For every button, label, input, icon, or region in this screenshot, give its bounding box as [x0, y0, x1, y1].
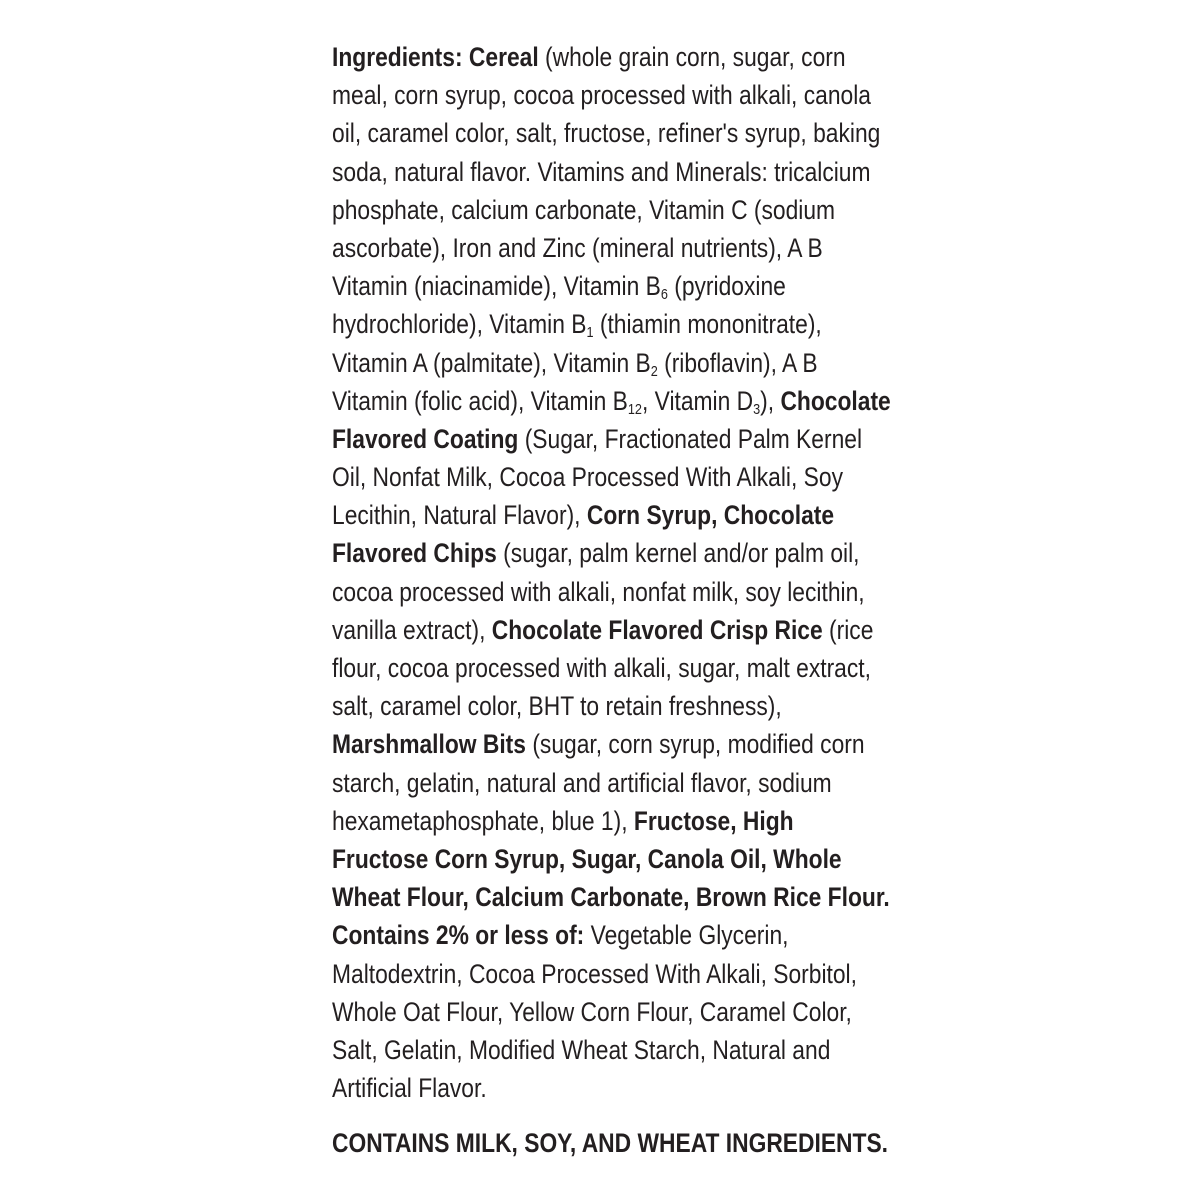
ingredient-text: Vitamin A (palmitate), Vitamin B [332, 347, 651, 378]
subscript-text: 2 [650, 362, 658, 380]
ingredients-line [332, 229, 823, 267]
ingredient-text: Lecithin, Natural Flavor), [332, 500, 587, 531]
ingredients-line [332, 1069, 788, 1107]
ingredients-line [332, 687, 788, 725]
ingredient-text: (riboflavin), A B [657, 347, 818, 378]
ingredients-line [332, 878, 890, 916]
ingredient-text: (sugar, corn syrup, modified corn [525, 729, 865, 760]
ingredient-text: hydrochloride), Vitamin B [332, 309, 587, 340]
bold-ingredient-text: Chocolate Flavored Crisp Rice [491, 614, 823, 645]
ingredient-text: Vitamin (niacinamide), Vitamin B [332, 271, 661, 302]
ingredient-text: phosphate, calcium carbonate, Vitamin C (sodium [332, 194, 836, 225]
ingredients-line [332, 573, 865, 611]
ingredient-text: Whole Oat Flour, Yellow Corn Flour, Caramel Color, [332, 996, 852, 1027]
ingredient-text: Vegetable Glycerin, [584, 920, 789, 951]
bold-ingredient-text: Wheat Flour, Calcium Carbonate, Brown Rice Flour. [332, 882, 890, 913]
ingredients-line [332, 458, 843, 496]
ingredient-text: vanilla extract), [332, 614, 492, 645]
ingredient-text: oil, caramel color, salt, fructose, refiner's syrup, baking [332, 118, 881, 149]
ingredients-line [332, 76, 871, 114]
ingredients-line [332, 305, 822, 343]
ingredient-text: Artificial Flavor. [332, 1073, 487, 1104]
bold-ingredient-text: Corn Syrup, Chocolate [586, 500, 835, 531]
ingredient-text: ascorbate), Iron and Zinc (mineral nutrients), A B [332, 232, 823, 263]
ingredient-text: soda, natural flavor. Vitamins and Minerals: tricalcium [332, 156, 871, 187]
ingredients-line [332, 764, 832, 802]
ingredient-text: Vitamin (folic acid), Vitamin B [332, 385, 628, 416]
ingredients-line [332, 993, 852, 1031]
ingredient-text: flour, cocoa processed with alkali, sugar, malt extract, [332, 653, 871, 683]
ingredient-text: salt, caramel color, BHT to retain freshness), [332, 691, 782, 722]
ingredients-line [332, 955, 857, 993]
ingredient-text: meal, corn syrup, cocoa processed with alkali, canola [332, 80, 871, 111]
bold-ingredient-text: Flavored Chips [332, 538, 497, 569]
ingredients-line [332, 1031, 831, 1069]
ingredient-text: (thiamin mononitrate), [593, 309, 822, 340]
ingredients-line [332, 725, 865, 763]
ingredients-line [332, 420, 863, 458]
subscript-text: 1 [586, 324, 594, 342]
ingredients-line [332, 267, 788, 305]
ingredients-line [332, 153, 871, 191]
ingredient-text: starch, gelatin, natural and artificial flavor, sodium [332, 767, 832, 798]
ingredients-paragraph [332, 38, 891, 1107]
ingredients-line [332, 534, 860, 572]
allergen-statement: CONTAINS MILK, SOY, AND WHEAT INGREDIENTS. [332, 1128, 889, 1159]
ingredients-line [332, 802, 794, 840]
ingredients-line [332, 382, 891, 420]
ingredient-text: cocoa processed with alkali, nonfat milk, soy lecithin, [332, 576, 865, 607]
ingredients-line [332, 114, 881, 152]
subscript-text: 12 [627, 400, 642, 418]
ingredients-line [332, 611, 874, 649]
bold-ingredient-text: Contains 2% or less of: [332, 920, 585, 951]
ingredient-text: (sugar, palm kernel and/or palm oil, [496, 538, 860, 569]
bold-ingredient-text: Marshmallow Bits [332, 729, 526, 760]
ingredient-text: , Vitamin D [641, 385, 754, 416]
subscript-text: 6 [660, 286, 668, 304]
ingredient-text: Salt, Gelatin, Modified Wheat Starch, Natural and [332, 1034, 831, 1065]
bold-ingredient-text: Ingredients: Cereal [332, 42, 539, 72]
ingredients-line [332, 649, 871, 687]
ingredient-text: (pyridoxine [667, 271, 786, 302]
ingredient-text: ), [760, 385, 781, 416]
ingredient-text: (whole grain corn, sugar, corn [538, 42, 846, 72]
ingredient-text: (rice [822, 614, 874, 645]
ingredients-line [332, 916, 788, 954]
ingredients-line [332, 38, 846, 76]
ingredient-text: (Sugar, Fractionated Palm Kernel [518, 423, 863, 454]
subscript-text: 3 [753, 400, 761, 418]
bold-ingredient-text: Fructose Corn Syrup, Sugar, Canola Oil, Whole [332, 843, 842, 874]
bold-ingredient-text: Chocolate [780, 385, 891, 416]
ingredient-text: Maltodextrin, Cocoa Processed With Alkali, Sorbitol, [332, 958, 857, 989]
ingredients-line [332, 191, 836, 229]
ingredients-label [332, 38, 891, 1162]
ingredients-line [332, 840, 842, 878]
ingredient-text: Oil, Nonfat Milk, Cocoa Processed With Alkali, Soy [332, 462, 843, 493]
ingredient-text: hexametaphosphate, blue 1), [332, 805, 634, 836]
ingredients-line [332, 496, 835, 534]
bold-ingredient-text: Flavored Coating [332, 423, 519, 454]
bold-ingredient-text: Fructose, High [633, 805, 794, 836]
ingredients-line [332, 344, 818, 382]
